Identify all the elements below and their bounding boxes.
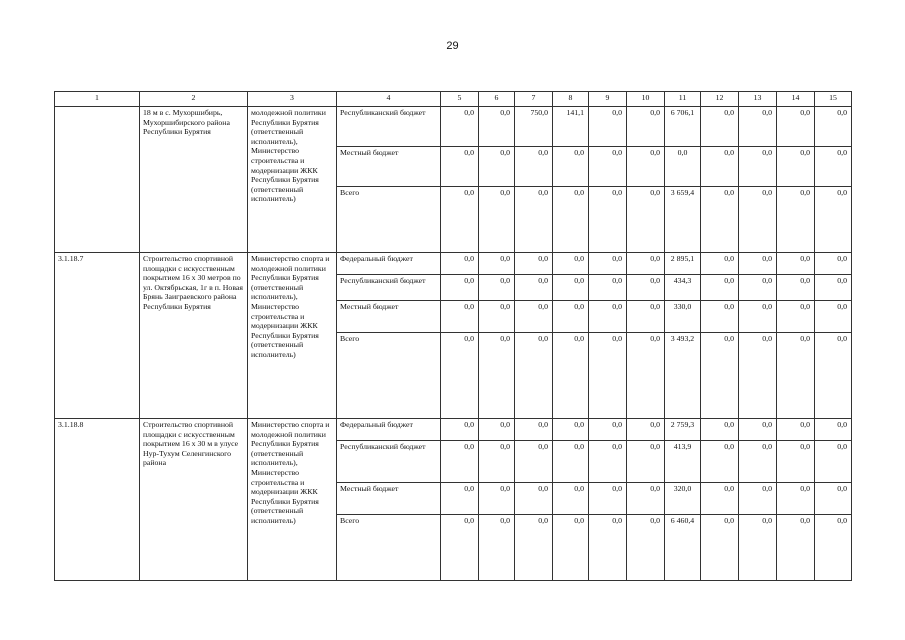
value-cell: 0,0	[777, 441, 815, 483]
funding-table	[54, 91, 852, 581]
value-cell: 0,0	[553, 301, 589, 333]
header-cell: 12	[701, 92, 739, 107]
value-cell: 0,0	[441, 253, 479, 275]
value-cell: 0,0	[739, 515, 777, 581]
funding-source: Всего	[337, 187, 441, 253]
value-cell: 0,0	[441, 301, 479, 333]
value-cell: 0,0	[589, 441, 627, 483]
value-cell: 0,0	[739, 147, 777, 187]
value-cell: 6 706,1	[665, 107, 701, 147]
value-cell: 0,0	[441, 187, 479, 253]
value-cell: 141,1	[553, 107, 589, 147]
header-row	[55, 92, 852, 107]
value-cell: 0,0	[441, 441, 479, 483]
value-cell: 0,0	[553, 275, 589, 301]
funding-source: Всего	[337, 515, 441, 581]
value-cell: 0,0	[441, 483, 479, 515]
row-code: 3.1.18.7	[55, 253, 140, 419]
value-cell: 413,9	[665, 441, 701, 483]
value-cell: 434,3	[665, 275, 701, 301]
value-cell: 0,0	[777, 187, 815, 253]
value-cell: 0,0	[627, 419, 665, 441]
value-cell: 0,0	[815, 301, 852, 333]
value-cell: 0,0	[553, 253, 589, 275]
value-cell: 0,0	[479, 419, 515, 441]
header-cell: 6	[479, 92, 515, 107]
value-cell: 0,0	[553, 187, 589, 253]
value-cell: 0,0	[627, 187, 665, 253]
row-executor: молодежной политики Республики Бурятия (ответственный исполнитель), Министерство строительства и модернизации ЖКК Республики Бурятия (ответственный исполнитель)	[248, 107, 337, 253]
value-cell: 0,0	[627, 301, 665, 333]
value-cell: 0,0	[515, 275, 553, 301]
value-cell: 0,0	[589, 253, 627, 275]
row-code: 3.1.18.8	[55, 419, 140, 581]
header-cell: 15	[815, 92, 852, 107]
value-cell: 0,0	[777, 275, 815, 301]
value-cell: 0,0	[515, 147, 553, 187]
header-cell: 1	[55, 92, 140, 107]
value-cell: 6 460,4	[665, 515, 701, 581]
value-cell: 2 759,3	[665, 419, 701, 441]
value-cell: 0,0	[777, 333, 815, 419]
header-cell: 10	[627, 92, 665, 107]
value-cell: 0,0	[739, 107, 777, 147]
value-cell: 0,0	[553, 483, 589, 515]
value-cell: 0,0	[441, 419, 479, 441]
value-cell: 0,0	[701, 483, 739, 515]
value-cell: 0,0	[515, 333, 553, 419]
value-cell: 0,0	[815, 483, 852, 515]
header-cell: 11	[665, 92, 701, 107]
value-cell: 0,0	[777, 483, 815, 515]
value-cell: 0,0	[739, 253, 777, 275]
table-row	[55, 419, 852, 441]
value-cell: 0,0	[701, 515, 739, 581]
value-cell: 0,0	[515, 515, 553, 581]
funding-source: Республиканский бюджет	[337, 107, 441, 147]
value-cell: 0,0	[701, 253, 739, 275]
value-cell: 0,0	[627, 275, 665, 301]
value-cell: 0,0	[441, 147, 479, 187]
value-cell: 0,0	[553, 333, 589, 419]
funding-source: Федеральный бюджет	[337, 419, 441, 441]
value-cell: 0,0	[441, 333, 479, 419]
value-cell: 0,0	[777, 147, 815, 187]
value-cell: 0,0	[815, 275, 852, 301]
table-row	[55, 107, 852, 147]
value-cell: 0,0	[589, 515, 627, 581]
value-cell: 0,0	[589, 483, 627, 515]
value-cell: 0,0	[739, 419, 777, 441]
header-cell: 3	[248, 92, 337, 107]
value-cell: 0,0	[701, 419, 739, 441]
value-cell: 0,0	[627, 333, 665, 419]
value-cell: 0,0	[589, 107, 627, 147]
value-cell: 3 659,4	[665, 187, 701, 253]
value-cell: 0,0	[627, 441, 665, 483]
value-cell: 0,0	[479, 333, 515, 419]
value-cell: 0,0	[589, 333, 627, 419]
funding-source: Федеральный бюджет	[337, 253, 441, 275]
value-cell: 0,0	[515, 253, 553, 275]
row-name: Строительство спортивной площадки с искусственным покрытием 16 х 30 метров по ул. Октябрьская, 1г в п. Новая Брянь Заиграевского района Республики Бурятия	[140, 253, 248, 419]
value-cell: 0,0	[815, 253, 852, 275]
value-cell: 0,0	[479, 301, 515, 333]
table-row	[55, 253, 852, 275]
value-cell: 0,0	[627, 515, 665, 581]
value-cell: 330,0	[665, 301, 701, 333]
value-cell: 0,0	[701, 107, 739, 147]
value-cell: 0,0	[479, 107, 515, 147]
value-cell: 0,0	[739, 187, 777, 253]
row-executor: Министерство спорта и молодежной политики Республики Бурятия (ответственный исполнитель), Министерство строительства и модернизации ЖКК Республики Бурятия (ответственный исполнитель)	[248, 419, 337, 581]
value-cell: 0,0	[479, 441, 515, 483]
header-cell: 5	[441, 92, 479, 107]
value-cell: 0,0	[479, 515, 515, 581]
page-number: 29	[446, 40, 459, 52]
value-cell: 0,0	[739, 333, 777, 419]
value-cell: 0,0	[479, 187, 515, 253]
value-cell: 0,0	[739, 483, 777, 515]
header-cell: 8	[553, 92, 589, 107]
value-cell: 0,0	[739, 301, 777, 333]
value-cell: 0,0	[589, 419, 627, 441]
value-cell: 0,0	[515, 483, 553, 515]
funding-source: Местный бюджет	[337, 483, 441, 515]
value-cell: 0,0	[739, 275, 777, 301]
value-cell: 0,0	[553, 515, 589, 581]
value-cell: 0,0	[815, 333, 852, 419]
value-cell: 0,0	[627, 147, 665, 187]
value-cell: 750,0	[515, 107, 553, 147]
header-cell: 9	[589, 92, 627, 107]
value-cell: 0,0	[441, 107, 479, 147]
funding-source: Республиканский бюджет	[337, 441, 441, 483]
header-cell: 13	[739, 92, 777, 107]
value-cell: 0,0	[701, 147, 739, 187]
value-cell: 0,0	[479, 275, 515, 301]
value-cell: 0,0	[515, 301, 553, 333]
funding-source: Местный бюджет	[337, 301, 441, 333]
value-cell: 0,0	[589, 275, 627, 301]
value-cell: 0,0	[627, 253, 665, 275]
value-cell: 0,0	[701, 441, 739, 483]
value-cell: 0,0	[441, 275, 479, 301]
funding-source: Местный бюджет	[337, 147, 441, 187]
value-cell: 0,0	[553, 147, 589, 187]
value-cell: 320,0	[665, 483, 701, 515]
value-cell: 0,0	[479, 253, 515, 275]
value-cell: 0,0	[515, 419, 553, 441]
value-cell: 0,0	[739, 441, 777, 483]
value-cell: 0,0	[777, 419, 815, 441]
value-cell: 0,0	[777, 107, 815, 147]
value-cell: 0,0	[701, 187, 739, 253]
value-cell: 0,0	[553, 441, 589, 483]
value-cell: 0,0	[515, 441, 553, 483]
funding-source: Республиканский бюджет	[337, 275, 441, 301]
value-cell: 0,0	[815, 441, 852, 483]
value-cell: 0,0	[479, 147, 515, 187]
header-cell: 14	[777, 92, 815, 107]
row-executor: Министерство спорта и молодежной политики Республики Бурятия (ответственный исполнитель), Министерство строительства и модернизации ЖКК Республики Бурятия (ответственный исполнитель)	[248, 253, 337, 419]
header-cell: 2	[140, 92, 248, 107]
value-cell: 0,0	[441, 515, 479, 581]
value-cell: 0,0	[701, 333, 739, 419]
row-name: 18 м в с. Мухоршибирь, Мухоршибирского района Республики Бурятия	[140, 107, 248, 253]
value-cell: 0,0	[589, 187, 627, 253]
value-cell: 0,0	[815, 147, 852, 187]
value-cell: 0,0	[815, 107, 852, 147]
row-code	[55, 107, 140, 253]
value-cell: 0,0	[515, 187, 553, 253]
header-cell: 7	[515, 92, 553, 107]
value-cell: 0,0	[665, 147, 701, 187]
value-cell: 0,0	[589, 147, 627, 187]
value-cell: 2 895,1	[665, 253, 701, 275]
header-cell: 4	[337, 92, 441, 107]
value-cell: 0,0	[701, 275, 739, 301]
value-cell: 0,0	[777, 301, 815, 333]
value-cell: 0,0	[815, 419, 852, 441]
value-cell: 0,0	[627, 483, 665, 515]
value-cell: 3 493,2	[665, 333, 701, 419]
row-name: Строительство спортивной площадки с искусственным покрытием 16 х 30 м в улусе Нур-Тухум Селенгинского района	[140, 419, 248, 581]
value-cell: 0,0	[777, 515, 815, 581]
value-cell: 0,0	[627, 107, 665, 147]
value-cell: 0,0	[589, 301, 627, 333]
value-cell: 0,0	[479, 483, 515, 515]
value-cell: 0,0	[553, 419, 589, 441]
value-cell: 0,0	[815, 187, 852, 253]
value-cell: 0,0	[815, 515, 852, 581]
value-cell: 0,0	[777, 253, 815, 275]
funding-source: Всего	[337, 333, 441, 419]
value-cell: 0,0	[701, 301, 739, 333]
